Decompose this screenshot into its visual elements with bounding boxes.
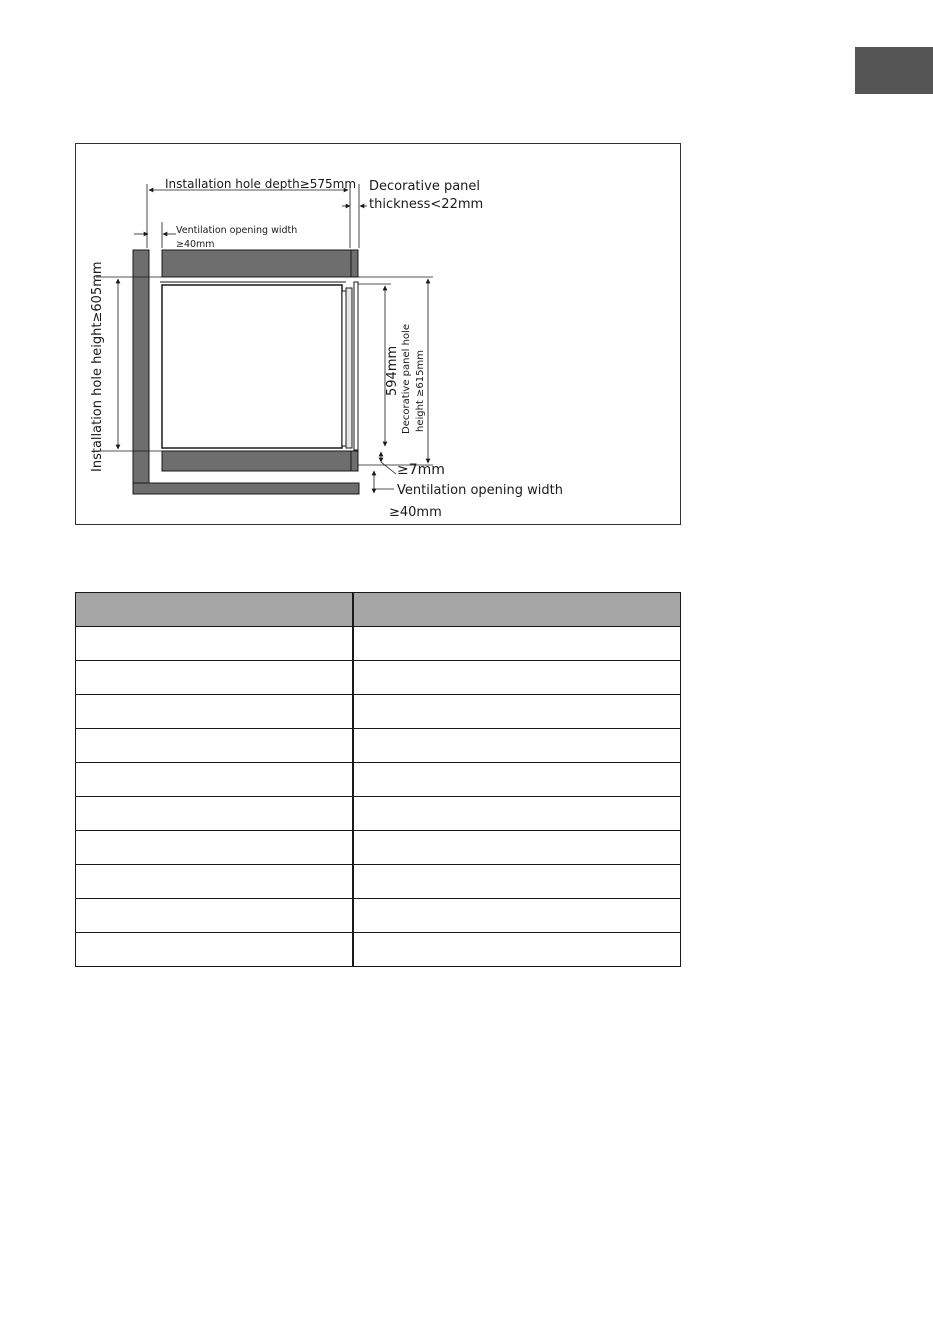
table-cell (76, 627, 354, 661)
cabinet-top-shelf (162, 250, 351, 277)
table-cell (353, 627, 681, 661)
table-cell (76, 661, 354, 695)
table-row (76, 661, 681, 695)
decorative-panel-top (351, 250, 358, 277)
vent-top-label-line2: ≥40mm (176, 239, 215, 250)
spec-table (75, 592, 681, 967)
table-row (76, 729, 681, 763)
table-cell (353, 797, 681, 831)
vent-bottom-label-line2: ≥40mm (389, 505, 442, 520)
table-cell (353, 831, 681, 865)
table-row (76, 797, 681, 831)
install-depth-label: Installation hole depth≥575mm (165, 177, 357, 191)
table-cell (353, 933, 681, 967)
table-cell (76, 763, 354, 797)
table-row (76, 695, 681, 729)
gap-leader (381, 462, 396, 474)
table-row (76, 933, 681, 967)
table-cell (353, 899, 681, 933)
page-section-tab (855, 47, 933, 94)
panel-thickness-label-line2: thickness<22mm (369, 197, 484, 212)
table-cell (353, 661, 681, 695)
spec-table-header-cell (76, 593, 354, 627)
table-row (76, 831, 681, 865)
cabinet-left-wall (133, 250, 149, 494)
appliance-door-inner (346, 288, 352, 448)
panel-hole-label-line2: height ≥615mm (415, 349, 426, 432)
installation-diagram (75, 143, 681, 525)
install-height-label: Installation hole height≥605mm (90, 261, 105, 472)
table-cell (76, 865, 354, 899)
table-row (76, 627, 681, 661)
table-cell (76, 831, 354, 865)
cabinet-bottom-shelf-edge (351, 451, 358, 471)
table-cell (76, 695, 354, 729)
table-cell (353, 695, 681, 729)
cabinet-bottom-wall (133, 483, 359, 494)
table-cell (76, 933, 354, 967)
table-row (76, 865, 681, 899)
vent-bottom-label-line1: Ventilation opening width (397, 483, 563, 498)
decorative-panel (354, 282, 358, 450)
table-cell (76, 899, 354, 933)
table-cell (353, 865, 681, 899)
installation-diagram-svg (76, 144, 680, 524)
gap-label: ≥7mm (397, 462, 445, 478)
table-cell (353, 763, 681, 797)
table-row (76, 763, 681, 797)
appliance-body (162, 285, 342, 448)
spec-table-header-cell (353, 593, 681, 627)
spec-table-header-row (76, 593, 681, 627)
panel-thickness-label-line1: Decorative panel (369, 179, 481, 194)
panel-hole-label-line1: Decorative panel hole (401, 324, 412, 434)
vent-top-label-line1: Ventilation opening width (176, 225, 298, 236)
table-cell (76, 797, 354, 831)
appliance-height-label: 594mm (385, 345, 400, 396)
table-row (76, 899, 681, 933)
table-cell (353, 729, 681, 763)
cabinet-bottom-shelf (162, 451, 351, 471)
table-cell (76, 729, 354, 763)
